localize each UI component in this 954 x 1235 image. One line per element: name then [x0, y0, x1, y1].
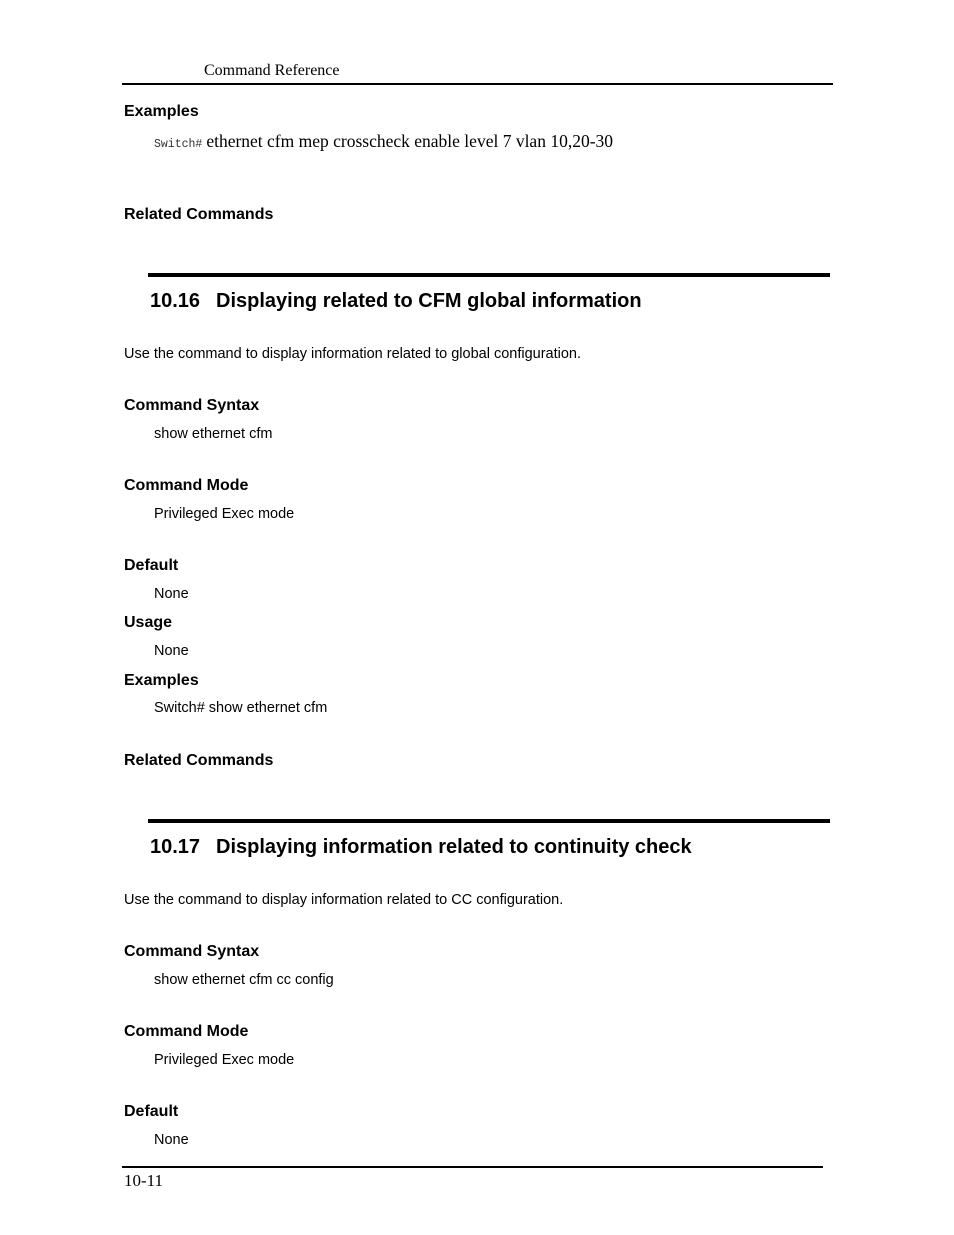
example-prompt: Switch#: [154, 138, 203, 151]
default-heading: Default: [124, 557, 179, 574]
command-mode-text: Privileged Exec mode: [154, 1052, 295, 1068]
related-commands-heading: Related Commands: [124, 206, 274, 223]
command-mode-text: Privileged Exec mode: [154, 506, 295, 522]
usage-text: None: [154, 643, 189, 659]
usage-heading: Usage: [124, 614, 173, 631]
default-heading: Default: [124, 1103, 179, 1120]
running-header: Command Reference: [204, 62, 340, 79]
section-title: Displaying information related to continuity check: [216, 836, 692, 858]
command-syntax-heading: Command Syntax: [124, 397, 260, 414]
command-mode-heading: Command Mode: [124, 477, 249, 494]
example-command: ethernet cfm mep crosscheck enable level 7 vlan 10,20-30: [206, 131, 614, 151]
section-rule: [148, 819, 830, 823]
command-mode-heading: Command Mode: [124, 1023, 249, 1040]
command-syntax-text: show ethernet cfm cc config: [154, 972, 334, 988]
header-rule: [122, 83, 833, 85]
example-text: Switch# show ethernet cfm: [154, 700, 328, 716]
default-text: None: [154, 586, 189, 602]
related-commands-heading: Related Commands: [124, 752, 274, 769]
examples-heading: Examples: [124, 672, 199, 689]
section-intro: Use the command to display information related to CC configuration.: [124, 892, 564, 908]
page-number: 10-11: [124, 1171, 164, 1190]
default-text: None: [154, 1132, 189, 1148]
section-heading: [150, 836, 692, 859]
section-rule: [148, 273, 830, 277]
section-number: 10.17: [150, 836, 201, 858]
section-intro: Use the command to display information related to global configuration.: [124, 346, 582, 362]
command-syntax-heading: Command Syntax: [124, 943, 260, 960]
example-line: [154, 131, 613, 152]
footer-rule: [122, 1166, 823, 1168]
command-syntax-text: show ethernet cfm: [154, 426, 273, 442]
section-title: Displaying related to CFM global information: [216, 290, 642, 312]
section-number: 10.16: [150, 290, 201, 312]
examples-heading: Examples: [124, 103, 199, 120]
section-heading: [150, 290, 642, 313]
